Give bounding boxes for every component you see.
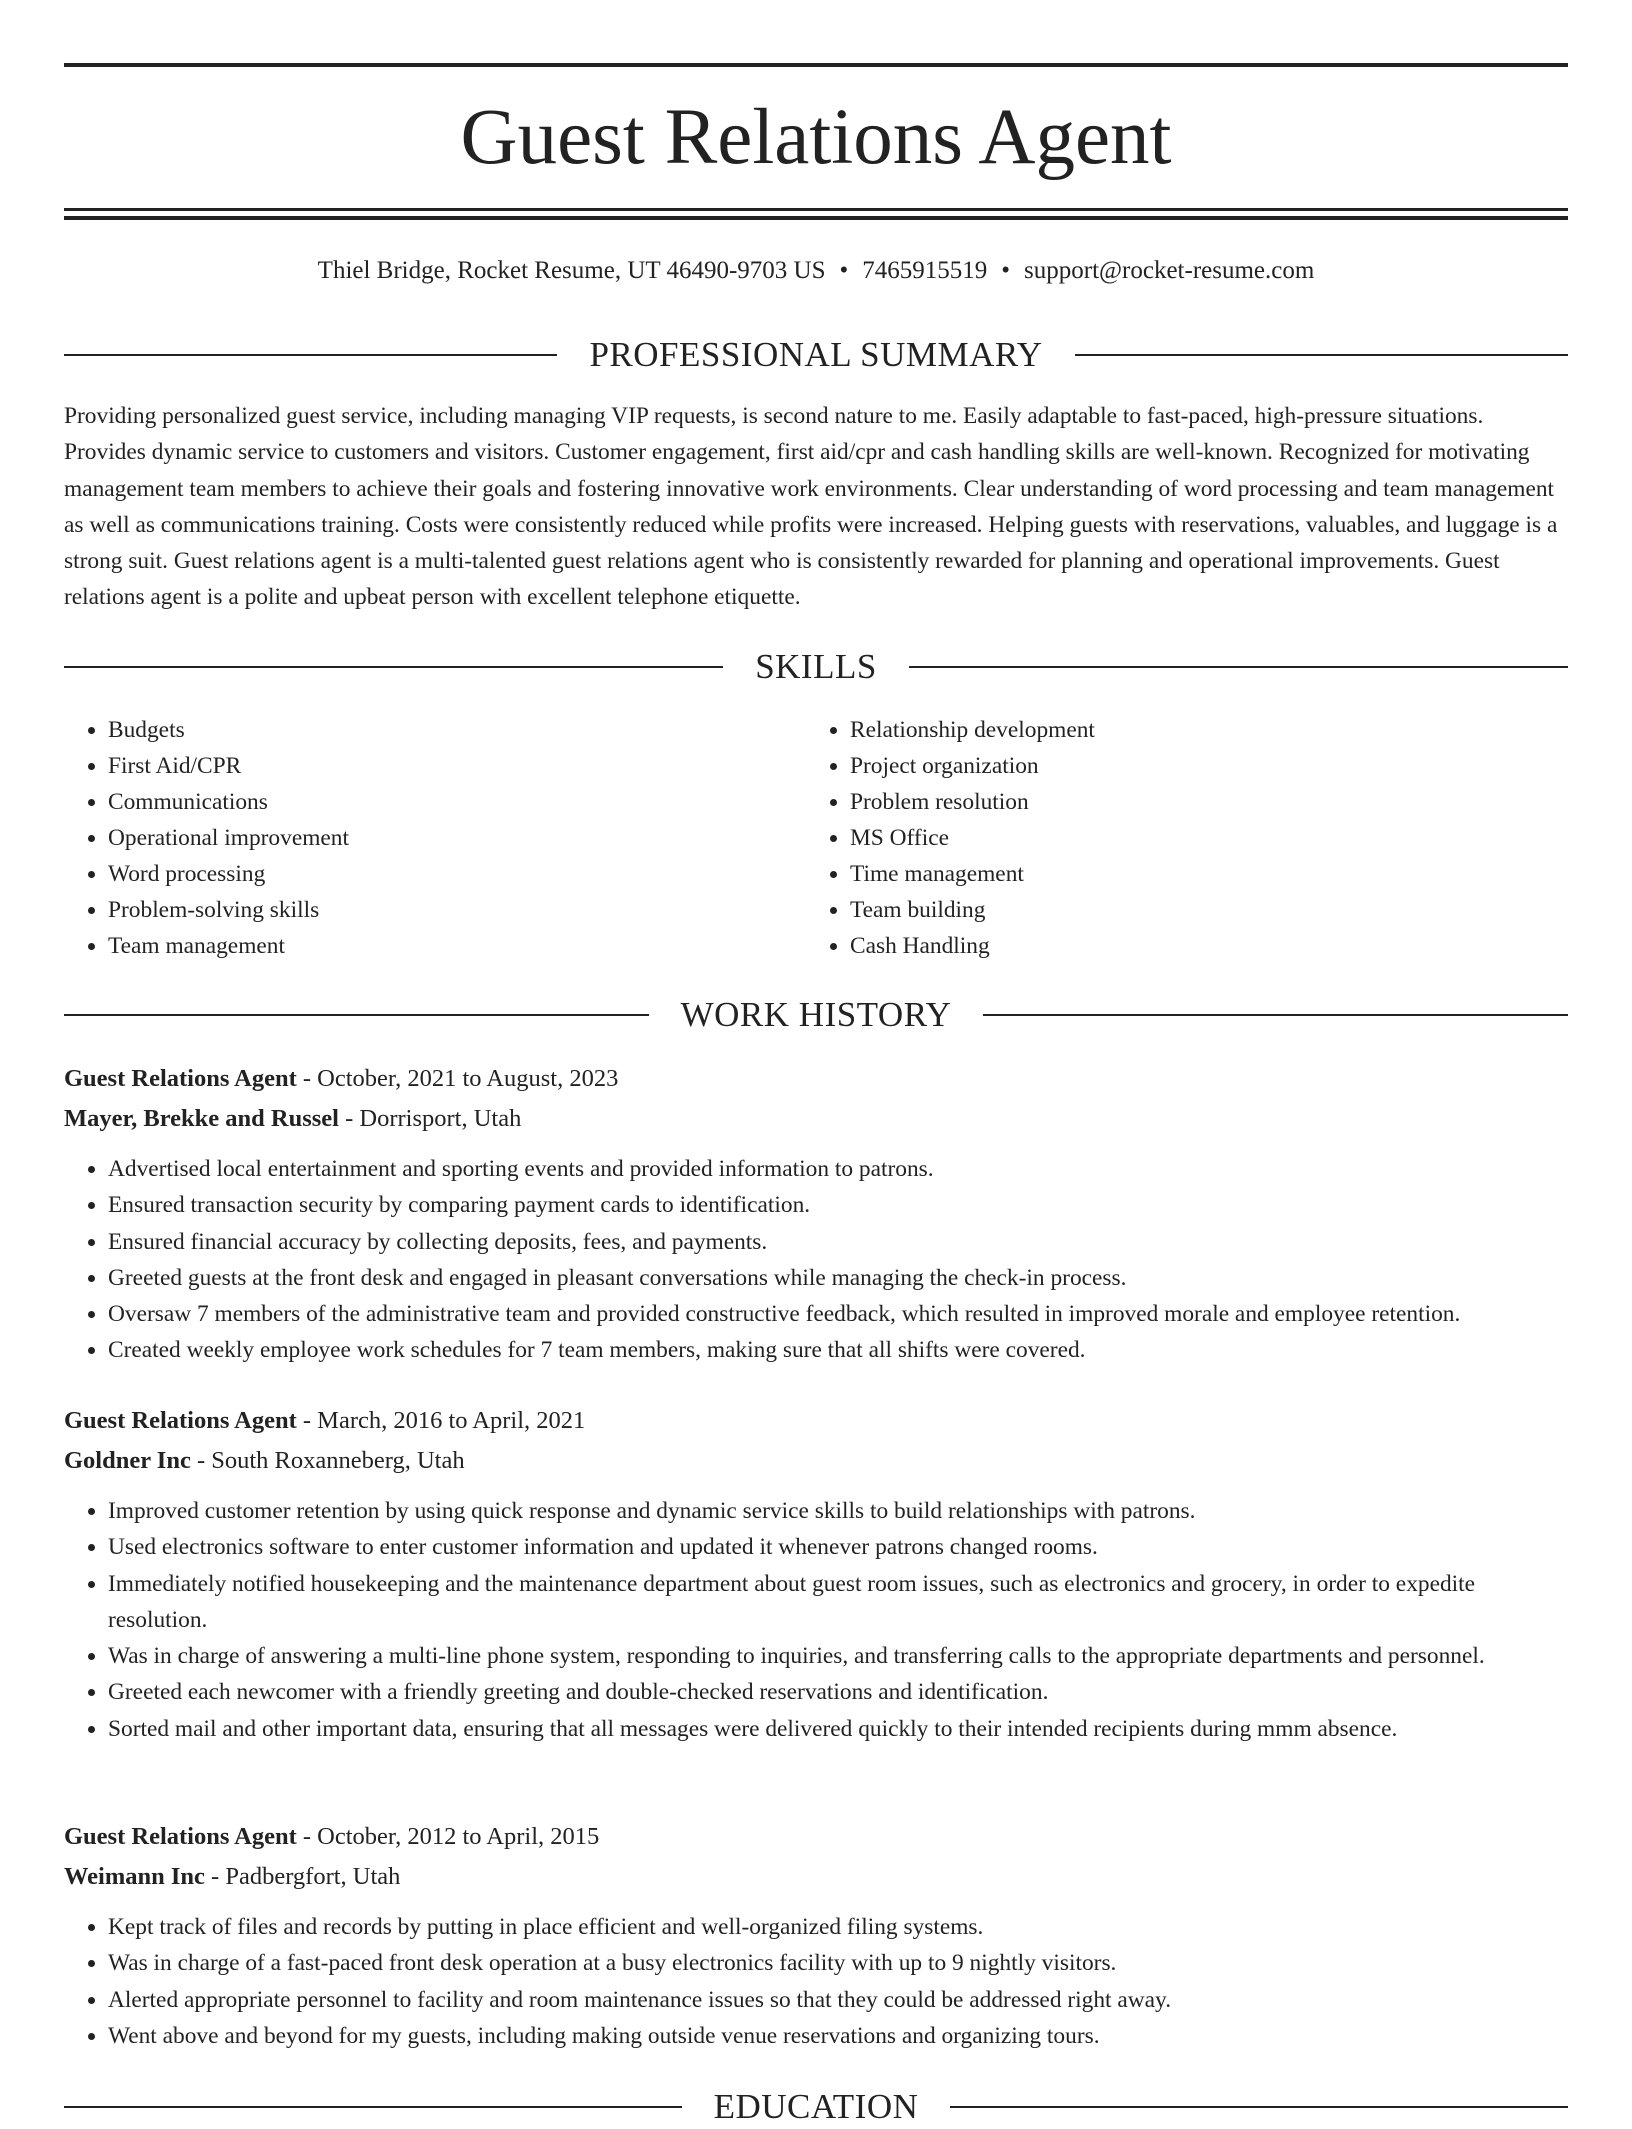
skill-item: • Budgets <box>108 712 806 748</box>
contact-address: Thiel Bridge, Rocket Resume, UT 46490-9703 US <box>317 257 826 284</box>
job-bullet: • Created weekly employee work schedules for 7 team members, making sure that all shifts were covered. <box>108 1332 1568 1368</box>
job-title-line <box>64 1403 1568 1439</box>
job-bullet: • Sorted mail and other important data, ensuring that all messages were delivered quickly to their intended recipients during mmm absence. <box>108 1711 1568 1747</box>
skill-item: • Relationship development <box>850 712 1548 748</box>
job-company-line <box>64 1443 1568 1479</box>
job-company: Mayer, Brekke and Russel <box>64 1105 339 1132</box>
summary-text: Providing personalized guest service, including managing VIP requests, is second nature to me. Easily adaptable to fast-paced, high-pressure situations. Provides dynamic service to customers and visitors. Customer engagement, first aid/cpr and cash handling skills are well-known. Recognized for motivating management team members to achieve their goals and fostering innovative work environments. Clear understanding of word processing and team management as well as communications training. Costs were consistently reduced while profits were increased. Helping guests with reservations, valuables, and luggage is a strong suit. Guest relations agent is a multi-talented guest relations agent who is consistently rewarded for planning and operational improvements. Guest relations agent is a polite and upbeat person with excellent telephone etiquette. <box>64 403 1558 611</box>
skills-column-right <box>806 712 1548 964</box>
skill-item: • First Aid/CPR <box>108 748 806 784</box>
contact-line <box>64 254 1568 288</box>
contact-separator: • <box>839 257 849 284</box>
heading-rule <box>950 2106 1568 2108</box>
skill-item: • Operational improvement <box>108 820 806 856</box>
job-location: - Dorrisport, Utah <box>338 1105 522 1132</box>
section-heading-work-history <box>64 993 1568 1037</box>
section-heading-summary <box>64 333 1568 377</box>
skill-item: • Word processing <box>108 856 806 892</box>
section-title: PROFESSIONAL SUMMARY <box>589 335 1043 374</box>
candidate-name: Guest Relations Agent <box>460 94 1172 181</box>
contact-separator: • <box>1001 257 1011 284</box>
job-dates: - October, 2012 to April, 2015 <box>296 1823 600 1850</box>
job-bullet: • Ensured financial accuracy by collecting deposits, fees, and payments. <box>108 1224 1568 1260</box>
section-heading-education <box>64 2085 1568 2129</box>
job-company-line <box>64 1859 1568 1895</box>
job-location: - Padbergfort, Utah <box>204 1863 401 1890</box>
heading-rule <box>1075 354 1568 356</box>
job-bullet: • Improved customer retention by using quick response and dynamic service skills to build relationships with patrons. <box>108 1493 1568 1529</box>
section-title: EDUCATION <box>713 2087 919 2126</box>
job-dates: - October, 2021 to August, 2023 <box>296 1065 619 1092</box>
skill-item: • Project organization <box>850 748 1548 784</box>
skill-item: • MS Office <box>850 820 1548 856</box>
job-title: Guest Relations Agent <box>64 1823 297 1850</box>
skill-item: • Team management <box>108 928 806 964</box>
job-bullet: • Used electronics software to enter customer information and updated it whenever patrons changed rooms. <box>108 1529 1568 1565</box>
job-bullet: • Greeted each newcomer with a friendly greeting and double-checked reservations and identification. <box>108 1674 1568 1710</box>
header-rule-lower <box>64 216 1568 220</box>
contact-email: support@rocket-resume.com <box>1024 257 1315 284</box>
top-rule <box>64 63 1568 67</box>
section-title: SKILLS <box>755 647 877 686</box>
job-entry <box>64 1403 1568 1747</box>
job-bullet: • Was in charge of a fast-paced front desk operation at a busy electronics facility with up to 9 nightly visitors. <box>108 1945 1568 1981</box>
job-bullet: • Greeted guests at the front desk and engaged in pleasant conversations while managing the check-in process. <box>108 1260 1568 1296</box>
heading-rule <box>909 666 1568 668</box>
job-title-line <box>64 1819 1568 1855</box>
job-bullet: • Went above and beyond for my guests, including making outside venue reservations and organizing tours. <box>108 2018 1568 2054</box>
job-bullet: • Kept track of files and records by putting in place efficient and well-organized filing systems. <box>108 1909 1568 1945</box>
job-bullet: • Advertised local entertainment and sporting events and provided information to patrons. <box>108 1151 1568 1187</box>
job-bullet: • Ensured transaction security by comparing payment cards to identification. <box>108 1187 1568 1223</box>
job-bullets <box>64 1151 1568 1369</box>
job-entry <box>64 1061 1568 1369</box>
skills-column-left <box>64 712 806 964</box>
job-bullets <box>64 1493 1568 1747</box>
job-dates: - March, 2016 to April, 2021 <box>296 1407 586 1434</box>
skill-item: • Time management <box>850 856 1548 892</box>
contact-phone: 7465915519 <box>862 257 988 284</box>
skill-item: • Problem-solving skills <box>108 892 806 928</box>
job-company: Weimann Inc <box>64 1863 205 1890</box>
job-company-line <box>64 1101 1568 1137</box>
heading-rule <box>64 666 723 668</box>
job-bullets <box>64 1909 1568 2054</box>
heading-rule <box>64 354 557 356</box>
section-title: WORK HISTORY <box>680 995 952 1034</box>
skill-item: • Team building <box>850 892 1548 928</box>
skills-list <box>64 712 1568 964</box>
heading-rule <box>983 1014 1568 1016</box>
heading-rule <box>64 1014 649 1016</box>
job-entry <box>64 1819 1568 2054</box>
heading-rule <box>64 2106 682 2108</box>
job-bullet: • Was in charge of answering a multi-line phone system, responding to inquiries, and transferring calls to the appropriate departments and personnel. <box>108 1638 1568 1674</box>
job-bullet: • Oversaw 7 members of the administrative team and provided constructive feedback, which resulted in improved morale and employee retention. <box>108 1296 1568 1332</box>
job-company: Goldner Inc <box>64 1447 191 1474</box>
skill-item: • Communications <box>108 784 806 820</box>
header-rule-upper <box>64 208 1568 211</box>
skill-item: • Problem resolution <box>850 784 1548 820</box>
job-title: Guest Relations Agent <box>64 1065 297 1092</box>
job-title-line <box>64 1061 1568 1097</box>
job-bullet: • Alerted appropriate personnel to facility and room maintenance issues so that they could be addressed right away. <box>108 1982 1568 2018</box>
job-title: Guest Relations Agent <box>64 1407 297 1434</box>
job-location: - South Roxanneberg, Utah <box>190 1447 465 1474</box>
skill-item: • Cash Handling <box>850 928 1548 964</box>
job-bullet: • Immediately notified housekeeping and the maintenance department about guest room issues, such as electronics and grocery, in order to expedite resolution. <box>108 1566 1568 1639</box>
section-heading-skills <box>64 645 1568 689</box>
